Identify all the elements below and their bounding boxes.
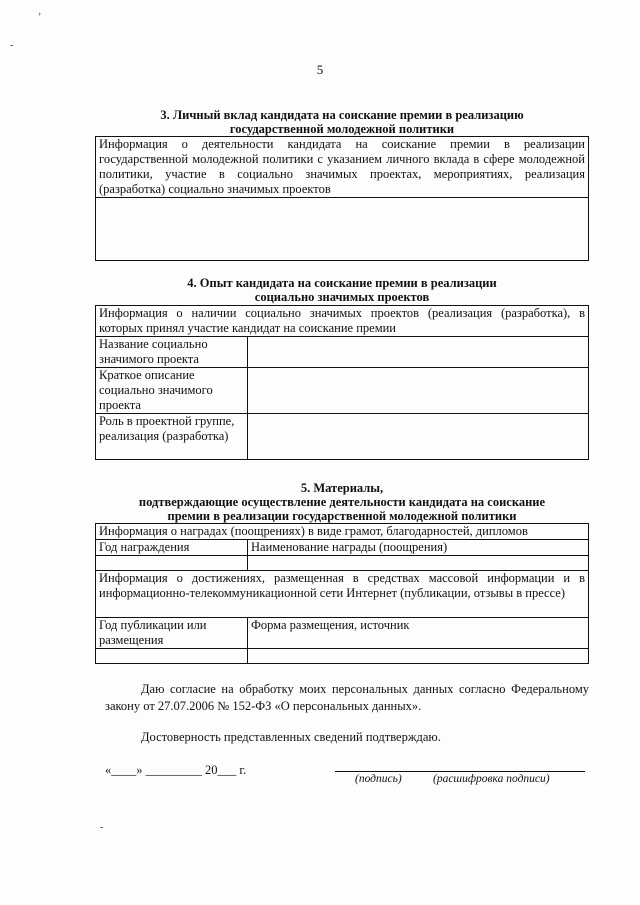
project-name-input[interactable] — [248, 337, 589, 368]
date-line[interactable]: «____» _________ 20___ г. — [105, 763, 247, 777]
awards-info-cell: Информация о наградах (поощрениях) в виде грамот, благодарностей, дипломов — [96, 524, 589, 540]
section4-info-cell: Информация о наличии социально значимых проектов (реализация (разработка), в которых принял участие кандидат на соискание премии — [96, 306, 589, 337]
section3-heading-line2: государственной молодежной политики — [229, 122, 455, 136]
project-description-input[interactable] — [248, 368, 589, 414]
pub-form-label: Форма размещения, источник — [248, 618, 589, 649]
project-name-label: Название социально значимого проекта — [96, 337, 248, 368]
signature-line[interactable] — [335, 771, 585, 772]
consent-paragraph: Даю согласие на обработку моих персональных данных согласно Федеральному закону от 27.07.2006 № 152-ФЗ «О персональных данных». — [105, 682, 589, 713]
pub-year-input[interactable] — [96, 649, 248, 664]
award-year-input[interactable] — [96, 556, 248, 571]
scan-mark: - — [100, 822, 104, 833]
section3-input-cell[interactable] — [96, 198, 589, 261]
signature-decode-label: (расшифровка подписи) — [433, 773, 550, 785]
section5-table — [95, 523, 589, 664]
section4-heading — [95, 276, 589, 304]
project-role-input[interactable] — [248, 414, 589, 460]
section4-table — [95, 305, 589, 460]
section5-heading-line2: подтверждающие осуществление деятельности кандидата на соискание — [138, 495, 546, 509]
pub-year-label: Год публикации или размещения — [96, 618, 248, 649]
section4-heading-line1: 4. Опыт кандидата на соискание премии в реализации — [187, 276, 497, 290]
project-role-label: Роль в проектной группе, реализация (разработка) — [96, 414, 248, 460]
scan-mark: - — [10, 40, 14, 51]
section3-info-cell: Информация о деятельности кандидата на соискание премии в реализации государственной молодежной политики с указанием личного вклада в сфере молодежной политики, участие в социально значимых проектах, мероприятиях, реализация (разработка) социально значимых проектов — [96, 137, 589, 198]
section3-heading-line1: 3. Личный вклад кандидата на соискание премии в реализацию — [160, 108, 524, 122]
section3-heading — [95, 108, 589, 136]
scan-mark: ʼ — [38, 12, 42, 23]
signature-label: (подпись) — [355, 773, 402, 785]
award-year-label: Год награждения — [96, 540, 248, 556]
award-name-input[interactable] — [248, 556, 589, 571]
pub-form-input[interactable] — [248, 649, 589, 664]
media-info-cell: Информация о достижениях, размещенная в средствах массовой информации и в информационно-телекоммуникационной сети Интернет (публикации, отзывы в прессе) — [96, 571, 589, 618]
section3-table — [95, 136, 589, 261]
section5-heading-line3: премии в реализации государственной молодежной политики — [167, 509, 517, 523]
project-description-label: Краткое описание социально значимого проекта — [96, 368, 248, 414]
page-number: 5 — [316, 62, 324, 77]
confirm-paragraph: Достоверность представленных сведений подтверждаю. — [141, 730, 441, 744]
section5-heading-line1: 5. Материалы, — [300, 481, 384, 495]
section5-heading — [95, 481, 589, 523]
award-name-label: Наименование награды (поощрения) — [248, 540, 589, 556]
section4-heading-line2: социально значимых проектов — [254, 290, 430, 304]
